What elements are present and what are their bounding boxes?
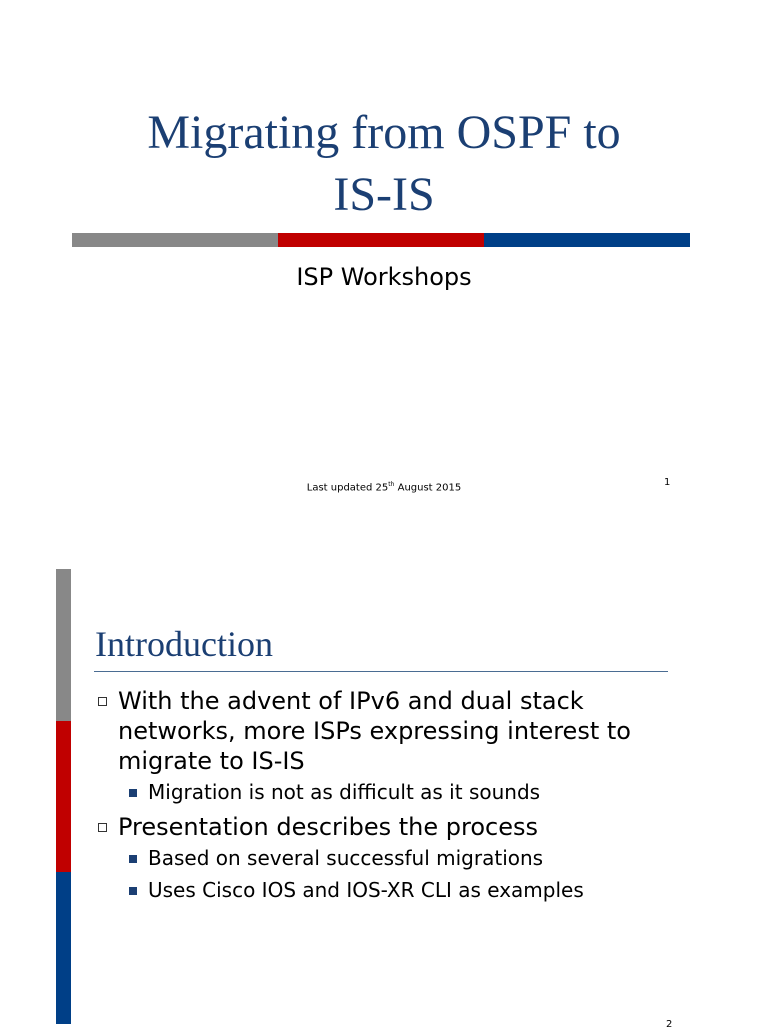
last-updated-suffix: August 2015 [394, 482, 462, 494]
tricolor-bar [72, 233, 690, 247]
sidebar-gray [56, 569, 71, 721]
tricolor-bar-gray [72, 233, 278, 247]
hollow-square-bullet-icon [98, 823, 107, 832]
tricolor-sidebar [56, 569, 71, 1024]
title-slide [0, 0, 768, 512]
sub-bullet-text: Uses Cisco IOS and IOS-XR CLI as examples [148, 878, 584, 902]
sub-bullet-item [96, 874, 696, 906]
introduction-slide [0, 512, 768, 1030]
bullet-text: Presentation describes the process [118, 813, 538, 841]
page-number: 2 [666, 1019, 673, 1030]
sub-bullet-text: Migration is not as difficult as it sounds [148, 780, 541, 804]
sub-bullet-item [96, 842, 696, 874]
bullet-list [96, 686, 696, 906]
slide-title [60, 102, 708, 226]
slide-title-line2: IS-IS [333, 168, 435, 221]
tricolor-bar-blue [484, 233, 690, 247]
sidebar-red [56, 721, 71, 873]
filled-square-bullet-icon [129, 887, 137, 895]
bullet-item [96, 812, 696, 842]
slide-heading: Introduction [95, 624, 273, 664]
last-updated-note [0, 481, 768, 493]
sub-bullet-text: Based on several successful migrations [148, 846, 544, 870]
heading-rule [94, 671, 668, 672]
page-number: 1 [664, 477, 671, 488]
sidebar-blue [56, 872, 71, 1024]
last-updated-sup: th [388, 481, 395, 488]
last-updated-prefix: Last updated 25 [306, 482, 389, 494]
filled-square-bullet-icon [129, 855, 137, 863]
sub-bullet-item [96, 776, 696, 808]
filled-square-bullet-icon [129, 789, 137, 797]
slide-subtitle: ISP Workshops [296, 263, 472, 291]
bullet-text: With the advent of IPv6 and dual stack networks, more ISPs expressing interest to migrate to IS-IS [118, 687, 631, 775]
slide-title-line1: Migrating from OSPF to [147, 106, 621, 159]
hollow-square-bullet-icon [98, 697, 107, 706]
tricolor-bar-red [278, 233, 484, 247]
bullet-item [96, 686, 696, 776]
